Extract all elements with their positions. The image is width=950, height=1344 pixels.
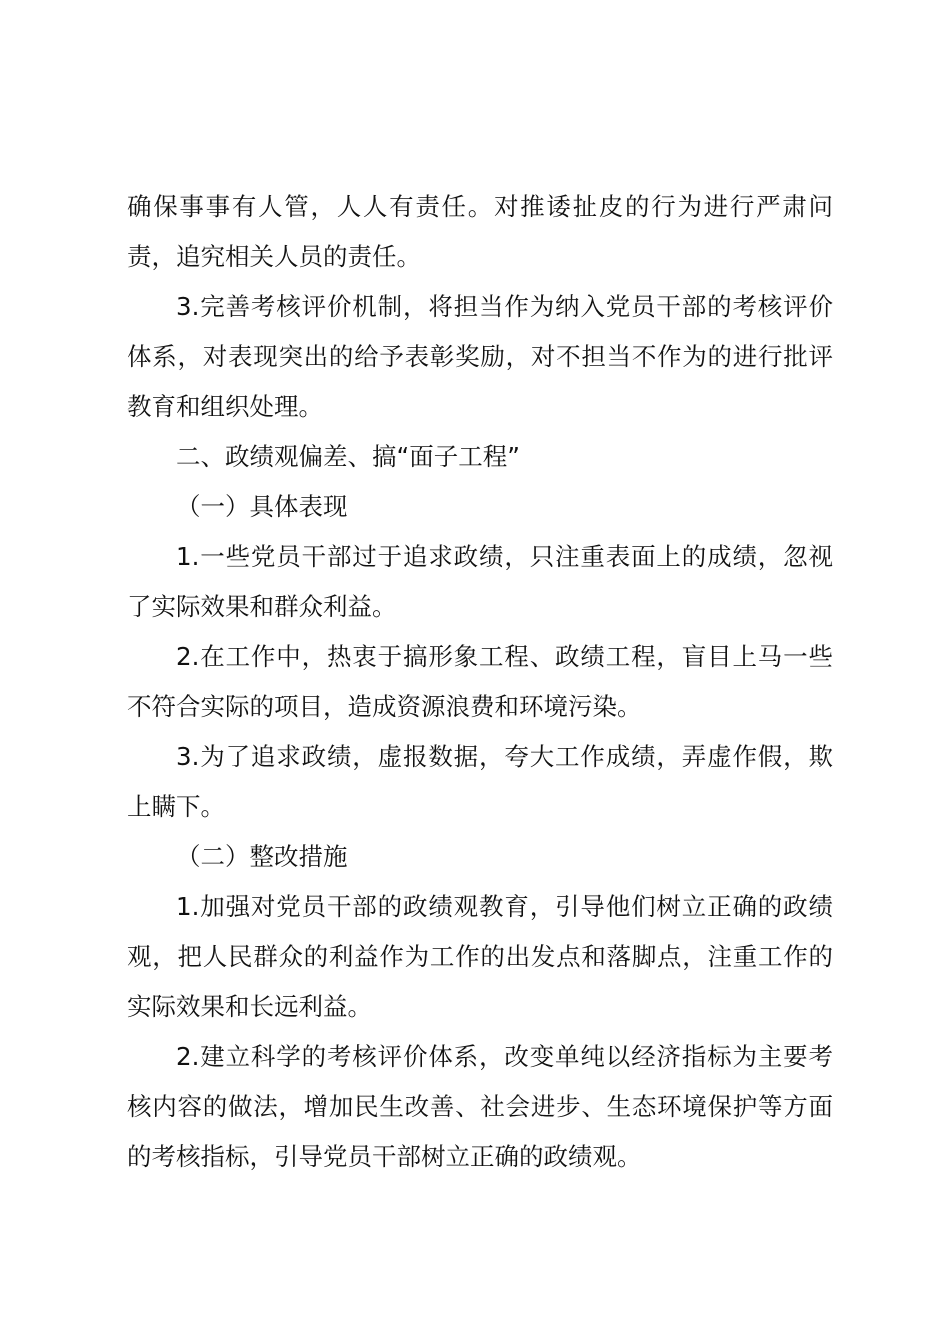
section-heading-2: 二、政绩观偏差、搞“面子工程” — [176, 442, 520, 471]
paragraph-manifestation-3: 3.为了追求政绩，虚报数据，夸大工作成绩，弄虚作假，欺上瞒下。 — [127, 742, 833, 821]
paragraph-continuation: 确保事事有人管，人人有责任。对推诿扯皮的行为进行严肃问责，追究相关人员的责任。 — [127, 192, 833, 271]
subsection-heading-2: （二）整改措施 — [176, 842, 348, 871]
paragraph-manifestation-1: 1.一些党员干部过于追求政绩，只注重表面上的成绩，忽视了实际效果和群众利益。 — [127, 542, 833, 621]
document-body — [127, 182, 833, 1182]
subsection-heading-1: （一）具体表现 — [176, 492, 348, 521]
paragraph-measure-1: 1.加强对党员干部的政绩观教育，引导他们树立正确的政绩观，把人民群众的利益作为工作的出发点和落脚点，注重工作的实际效果和长远利益。 — [127, 892, 833, 1021]
paragraph-item-3-evaluation: 3.完善考核评价机制，将担当作为纳入党员干部的考核评价体系，对表现突出的给予表彰奖励，对不担当不作为的进行批评教育和组织处理。 — [127, 292, 833, 421]
paragraph-manifestation-2: 2.在工作中，热衷于搞形象工程、政绩工程，盲目上马一些不符合实际的项目，造成资源浪费和环境污染。 — [127, 642, 833, 721]
paragraph-measure-2: 2.建立科学的考核评价体系，改变单纯以经济指标为主要考核内容的做法，增加民生改善、社会进步、生态环境保护等方面的考核指标，引导党员干部树立正确的政绩观。 — [127, 1042, 833, 1171]
